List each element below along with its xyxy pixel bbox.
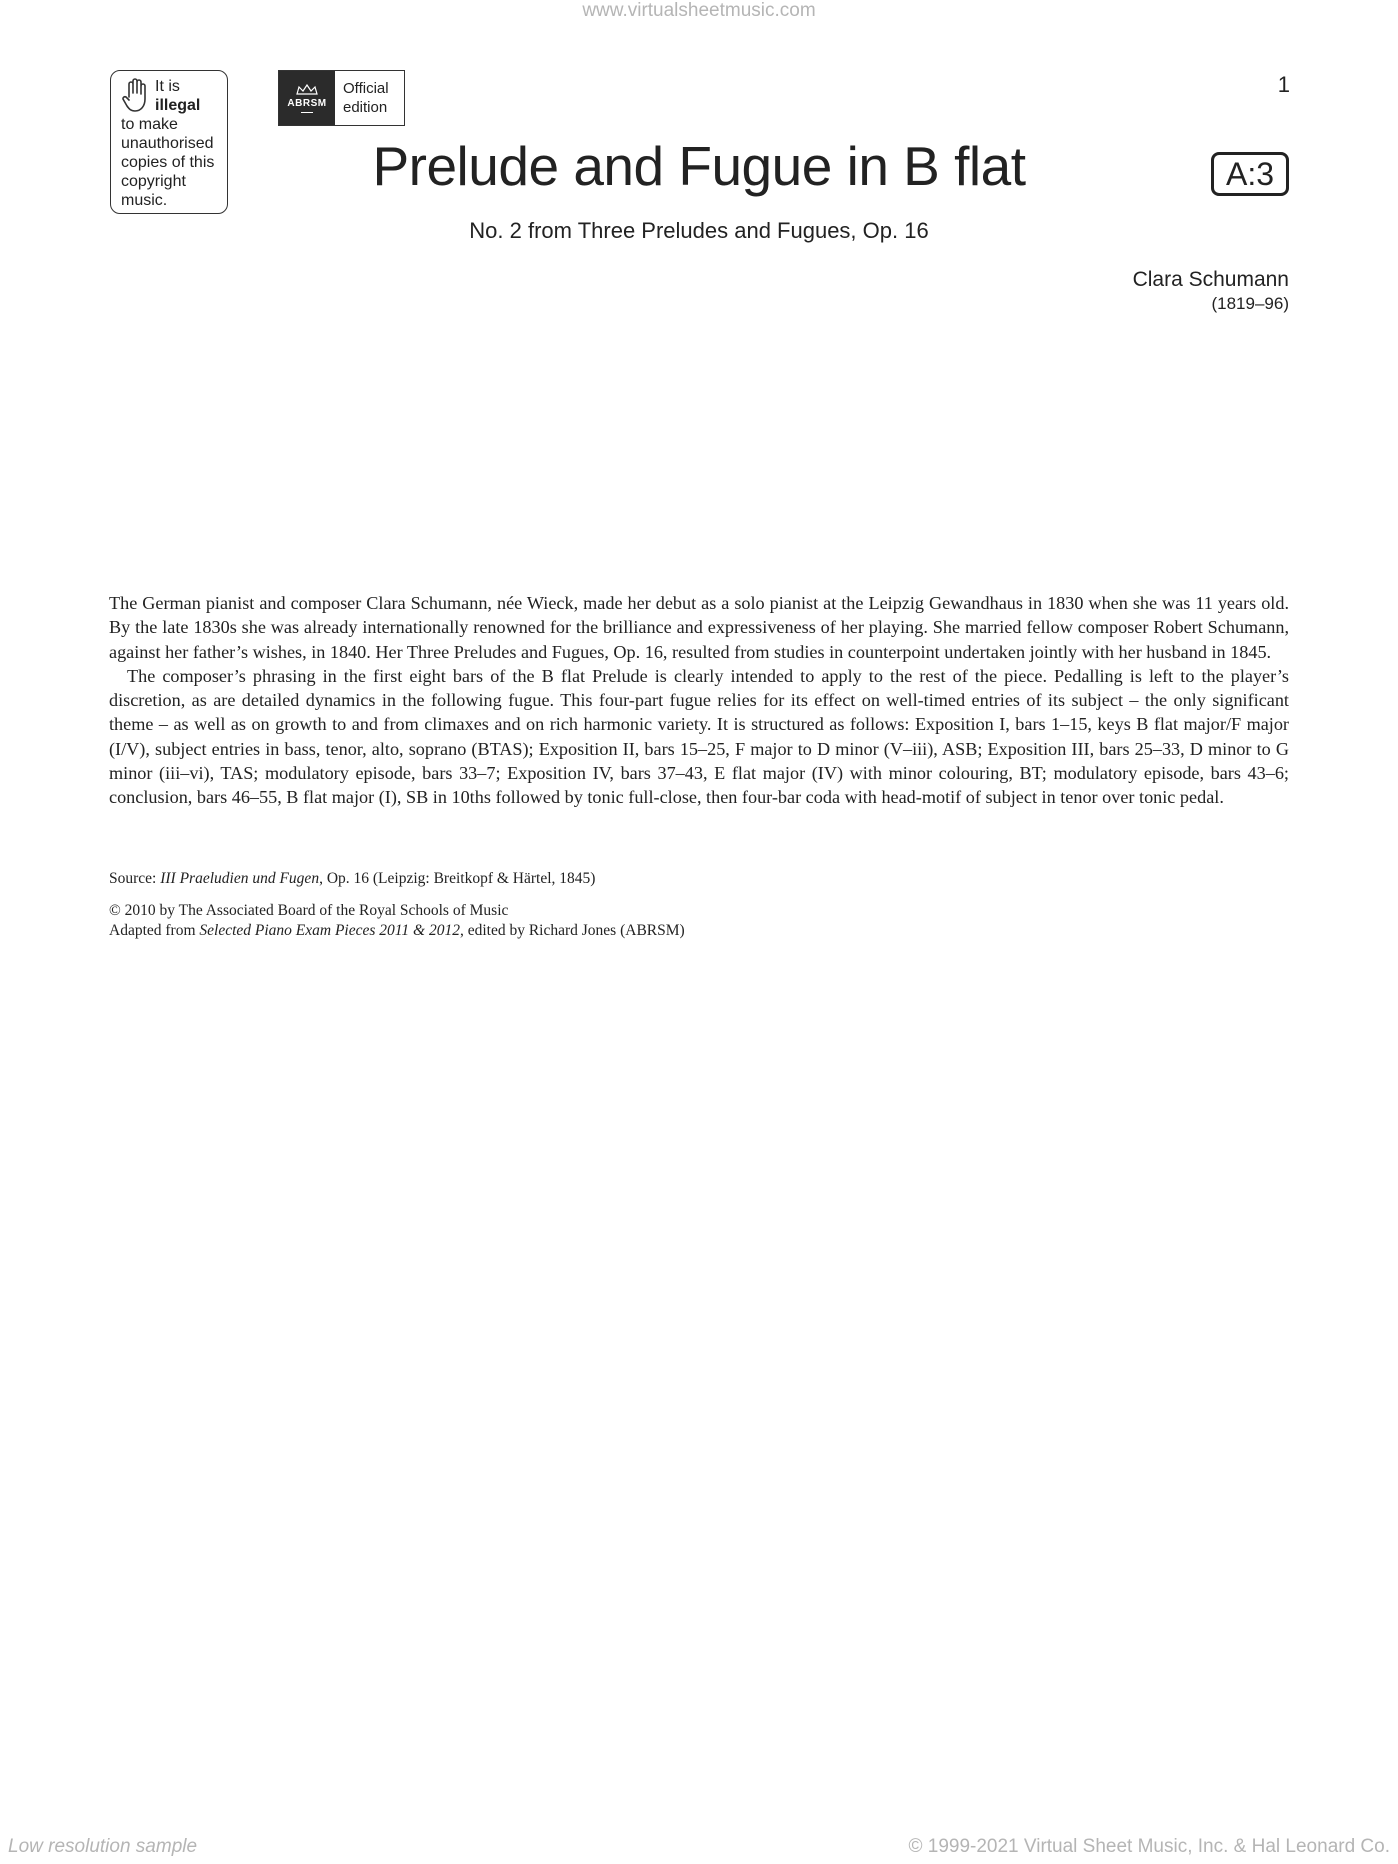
composer-name: Clara Schumann <box>1132 268 1289 291</box>
abrsm-logo <box>279 71 335 125</box>
source-label: Source: <box>109 870 157 887</box>
notice-line-1: It is <box>155 78 180 95</box>
copyright-block <box>109 901 685 941</box>
section-badge: A:3 <box>1211 152 1289 196</box>
page-title: Prelude and Fugue in B flat <box>372 135 1026 197</box>
badge-official: Official <box>343 80 389 97</box>
footer-sample-note: Low resolution sample <box>8 1836 198 1857</box>
abrsm-wordmark: ABRSM <box>287 97 327 109</box>
footer-copyright: © 1999-2021 Virtual Sheet Music, Inc. & Hal Leonard Co. <box>908 1836 1390 1857</box>
source-line <box>109 870 595 888</box>
notice-line: copyright <box>121 173 186 190</box>
paragraph: The composer’s phrasing in the first eight bars of the B flat Prelude is clearly intended to apply to the rest of the piece. Pedalling is left to the player’s discretion, as are detailed dynamics in the following fugue. This four-part fugue relies for its effect on well-timed entries of its subject – the only significant theme – as well as on growth to and from climaxes and on rich harmonic variety. It is structured as follows: Exposition I, bars 1–15, keys B flat major/F major (I/V), subject entries in bass, tenor, alto, soprano (BTAS); Exposition II, bars 15–25, F major to D minor (V–iii), ASB; Exposition III, bars 25–33, D minor to G minor (iii–vi), TAS; modulatory episode, bars 33–7; Exposition IV, bars 37–43, E flat major (IV) with minor colouring, BT; modulatory episode, bars 43–6; conclusion, bars 46–55, B flat major (I), SB in 10ths followed by tonic full-close, then four-bar coda with head-motif of subject in tenor over tonic pedal. <box>109 665 1289 808</box>
notice-line: unauthorised <box>121 135 214 152</box>
adapted-prefix: Adapted from <box>109 922 196 939</box>
source-work: III Praeludien und Fugen <box>160 870 320 887</box>
notice-line: music. <box>121 192 168 209</box>
page-number: 1 <box>1277 72 1290 97</box>
adapted-title: Selected Piano Exam Pieces 2011 & 2012 <box>199 922 460 939</box>
hand-icon <box>121 77 151 113</box>
subtitle: No. 2 from Three Preludes and Fugues, Op. 16 <box>469 218 929 243</box>
composer-dates: (1819–96) <box>1211 294 1289 313</box>
adapted-suffix: , edited by Richard Jones (ABRSM) <box>459 922 685 939</box>
watermark-top: www.virtualsheetmusic.com <box>582 0 816 21</box>
source-details: , Op. 16 (Leipzig: Breitkopf & Härtel, 1845) <box>319 870 596 887</box>
copyright-line: © 2010 by The Associated Board of the Royal Schools of Music <box>109 902 509 919</box>
notice-line: to make <box>121 116 178 133</box>
notice-illegal: illegal <box>155 97 201 114</box>
official-edition-badge <box>278 70 405 126</box>
crown-icon <box>295 84 319 96</box>
adapted-line <box>109 921 685 941</box>
badge-edition: edition <box>343 99 388 116</box>
introduction-text <box>109 591 1289 810</box>
notice-line: copies of this <box>121 154 215 171</box>
paragraph: The German pianist and composer Clara Schumann, née Wieck, made her debut as a solo pianist at the Leipzig Gewandhaus in 1830 when she was 11 years old. By the late 1830s she was already internationally renowned for the brilliance and expressiveness of her playing. She married fellow composer Robert Schumann, against her father’s wishes, in 1840. Her Three Preludes and Fugues, Op. 16, resulted from studies in counterpoint undertaken jointly with her husband in 1845. <box>109 593 1289 662</box>
